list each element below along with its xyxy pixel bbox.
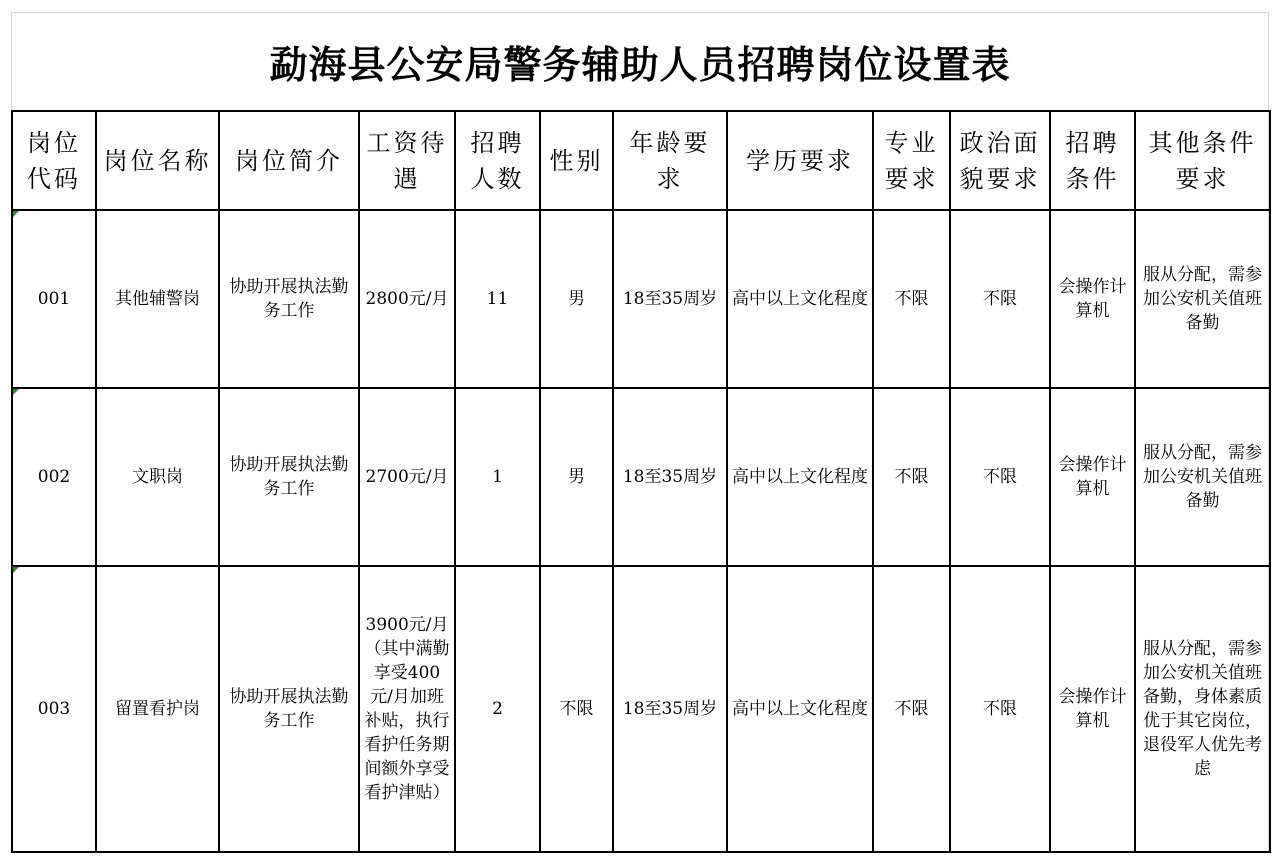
code-text: 003 [37, 699, 71, 719]
header-condition: 招聘条件 [1050, 111, 1135, 210]
cell-political: 不限 [950, 566, 1050, 852]
cell-count: 2 [455, 566, 540, 852]
cell-name: 其他辅警岗 [96, 210, 219, 388]
cell-gender: 不限 [540, 566, 613, 852]
header-salary: 工资待遇 [359, 111, 455, 210]
header-age: 年龄要求 [613, 111, 727, 210]
cell-intro: 协助开展执法勤务工作 [219, 566, 359, 852]
table-row [12, 210, 1270, 388]
cell-salary: 2800元/月 [359, 210, 455, 388]
cell-gender: 男 [540, 388, 613, 566]
cell-condition: 会操作计算机 [1050, 566, 1135, 852]
cell-major: 不限 [873, 210, 950, 388]
cell-political: 不限 [950, 388, 1050, 566]
table-row [12, 566, 1270, 852]
cell-political: 不限 [950, 210, 1050, 388]
cell-code [12, 210, 96, 388]
cell-gender: 男 [540, 210, 613, 388]
cell-count: 1 [455, 388, 540, 566]
cell-marker-icon [13, 211, 19, 217]
cell-other: 服从分配，需参加公安机关值班备勤 [1135, 210, 1270, 388]
header-other: 其他条件要求 [1135, 111, 1270, 210]
table-row [12, 388, 1270, 566]
positions-table [11, 110, 1271, 853]
page-title: 勐海县公安局警务辅助人员招聘岗位设置表 [269, 43, 1011, 87]
cell-condition: 会操作计算机 [1050, 210, 1135, 388]
header-intro: 岗位简介 [219, 111, 359, 210]
cell-age: 18至35周岁 [613, 388, 727, 566]
cell-other: 服从分配，需参加公安机关值班备勤，身体素质优于其它岗位，退役军人优先考虑 [1135, 566, 1270, 852]
header-political: 政治面貌要求 [950, 111, 1050, 210]
cell-major: 不限 [873, 388, 950, 566]
cell-age: 18至35周岁 [613, 210, 727, 388]
cell-major: 不限 [873, 566, 950, 852]
header-gender: 性别 [540, 111, 613, 210]
header-row [12, 111, 1270, 210]
header-name: 岗位名称 [96, 111, 219, 210]
code-text: 002 [37, 467, 71, 487]
cell-salary: 3900元/月（其中满勤享受400元/月加班补贴，执行看护任务期间额外享受看护津贴） [359, 566, 455, 852]
cell-intro: 协助开展执法勤务工作 [219, 210, 359, 388]
cell-count: 11 [455, 210, 540, 388]
cell-code [12, 566, 96, 852]
cell-marker-icon [13, 389, 19, 395]
cell-intro: 协助开展执法勤务工作 [219, 388, 359, 566]
header-major: 专业要求 [873, 111, 950, 210]
header-education: 学历要求 [727, 111, 873, 210]
cell-code [12, 388, 96, 566]
cell-education: 高中以上文化程度 [727, 210, 873, 388]
cell-education: 高中以上文化程度 [727, 388, 873, 566]
spreadsheet-sheet [11, 12, 1269, 852]
cell-name: 留置看护岗 [96, 566, 219, 852]
cell-marker-icon [13, 567, 19, 573]
code-text: 001 [37, 289, 71, 309]
cell-other: 服从分配，需参加公安机关值班备勤 [1135, 388, 1270, 566]
header-code: 岗位代码 [12, 111, 96, 210]
cell-condition: 会操作计算机 [1050, 388, 1135, 566]
header-count: 招聘人数 [455, 111, 540, 210]
cell-name: 文职岗 [96, 388, 219, 566]
cell-education: 高中以上文化程度 [727, 566, 873, 852]
cell-salary: 2700元/月 [359, 388, 455, 566]
cell-age: 18至35周岁 [613, 566, 727, 852]
